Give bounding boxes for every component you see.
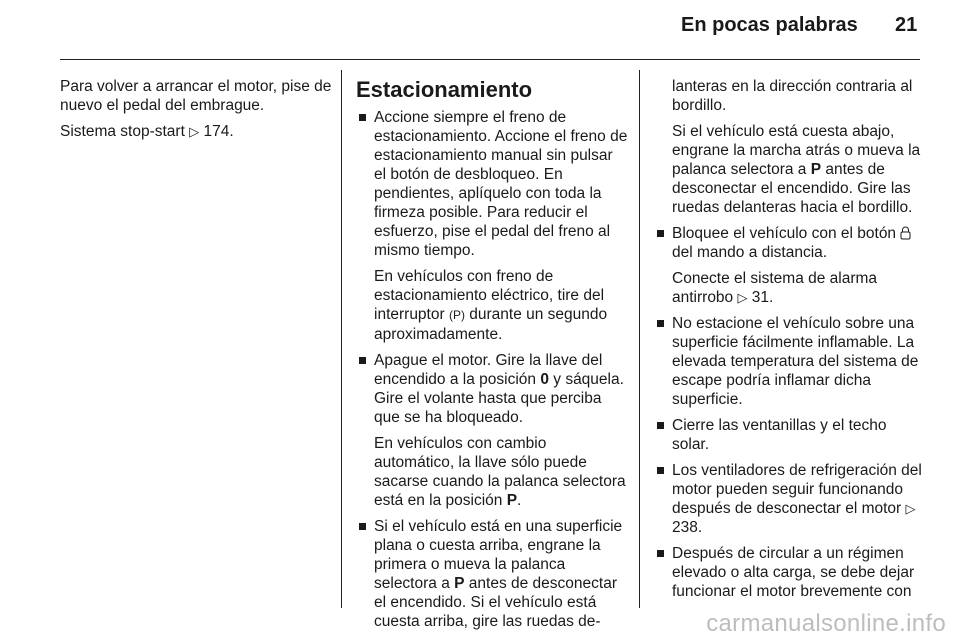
list-item: Cierre las ventanillas y el techo solar.: [656, 416, 922, 454]
alarm-page-ref[interactable]: 31.: [747, 289, 774, 306]
note-text: antes de desconectar el encendido. Gire las ruedas delanteras hacia el bordillo.: [672, 161, 913, 216]
item-text: Bloquee el vehículo con el botón: [672, 225, 901, 242]
note-bold: P: [810, 161, 822, 178]
page-reference-arrow-icon: ▷: [189, 124, 200, 139]
note-text: En vehículos con cambio automático, la llave sólo puede sacarse cuando la palanca selectora está en la posición: [374, 435, 626, 509]
item-bold: 0: [540, 371, 549, 388]
list-item: Después de circular a un régimen elevado o alta carga, se debe dejar funcionar el motor brevemente con: [656, 544, 922, 601]
item-text: Si el vehículo está en una superficie plana o cuesta arriba, engrane la primera o mueva la palanca selectora a: [374, 518, 623, 592]
page-number: 21: [895, 14, 918, 36]
paragraph-restart-engine: Para volver a arrancar el motor, pise de nuevo el pedal del embrague.: [60, 78, 332, 114]
column-1: [60, 77, 332, 148]
item-text: Los ventiladores de refrigeración del motor pueden seguir funcionando después de desconectar el motor: [672, 462, 922, 517]
parking-brake-switch-icon: (P): [448, 308, 465, 322]
list-item: No estacione el vehículo sobre una superficie fácilmente inflamable. La elevada temperatura del sistema de escape podría inflamar dicha superficie.: [656, 314, 922, 409]
note-text: Si el vehículo está cuesta abajo, engrane la marcha atrás o mueva la palanca selectora a: [672, 123, 921, 178]
stop-start-label: Sistema stop-start: [60, 123, 190, 140]
page-reference-arrow-icon: ▷: [905, 501, 916, 516]
item-text: y sáquela. Gire el volante hasta que perciba que se ha bloqueado.: [374, 371, 624, 426]
list-item: [358, 517, 628, 631]
column-divider: [341, 70, 342, 608]
lock-icon: [900, 226, 911, 240]
list-item-note: [656, 269, 922, 307]
note-bold: P: [506, 492, 518, 509]
column-2: [358, 77, 628, 638]
note-text: durante un segundo aproximadamente.: [374, 306, 608, 343]
page-title: En pocas palabras: [681, 14, 858, 36]
list-item: Accione siempre el freno de estacionamiento. Accione el freno de estacionamiento manual sin pulsar el botón de desbloqueo. En pendientes, aplíquelo con toda la firmeza posible. Para reducir el esfuerzo, pise el pedal del freno al mismo tiempo.: [358, 108, 628, 260]
item-text: Apague el motor. Gire la llave del encendido a la posición: [374, 352, 603, 388]
note-text: Conecte el sistema de alarma antirrobo: [672, 270, 878, 306]
page-reference-arrow-icon: ▷: [737, 290, 748, 305]
list-item-note: [358, 267, 628, 344]
note-text: .: [517, 492, 522, 509]
list-item: [656, 224, 922, 262]
column-divider: [639, 70, 640, 608]
header-rule: [60, 59, 920, 60]
note-text: En vehículos con freno de estacionamiento eléctrico, tire del interruptor: [374, 268, 605, 323]
column-3: [656, 77, 922, 608]
engine-page-ref[interactable]: 238.: [672, 519, 703, 536]
paragraph-stop-start: [60, 122, 332, 141]
list-item: [358, 351, 628, 427]
section-heading: Estacionamiento: [356, 77, 533, 102]
watermark: carmanualsonline.info: [706, 610, 946, 637]
list-item: [656, 461, 922, 537]
stop-start-page-ref[interactable]: 174.: [199, 123, 234, 140]
list-item-continuation: lanteras en la dirección contraria al bordillo.: [672, 78, 913, 114]
item-bold: P: [454, 575, 465, 592]
list-item-note: [358, 434, 628, 510]
list-item-note: [656, 122, 922, 217]
item-text: antes de desconectar el encendido. Si el vehículo está cuesta arriba, gire las ruedas de-: [374, 575, 618, 630]
item-text: del mando a distancia.: [672, 244, 828, 261]
